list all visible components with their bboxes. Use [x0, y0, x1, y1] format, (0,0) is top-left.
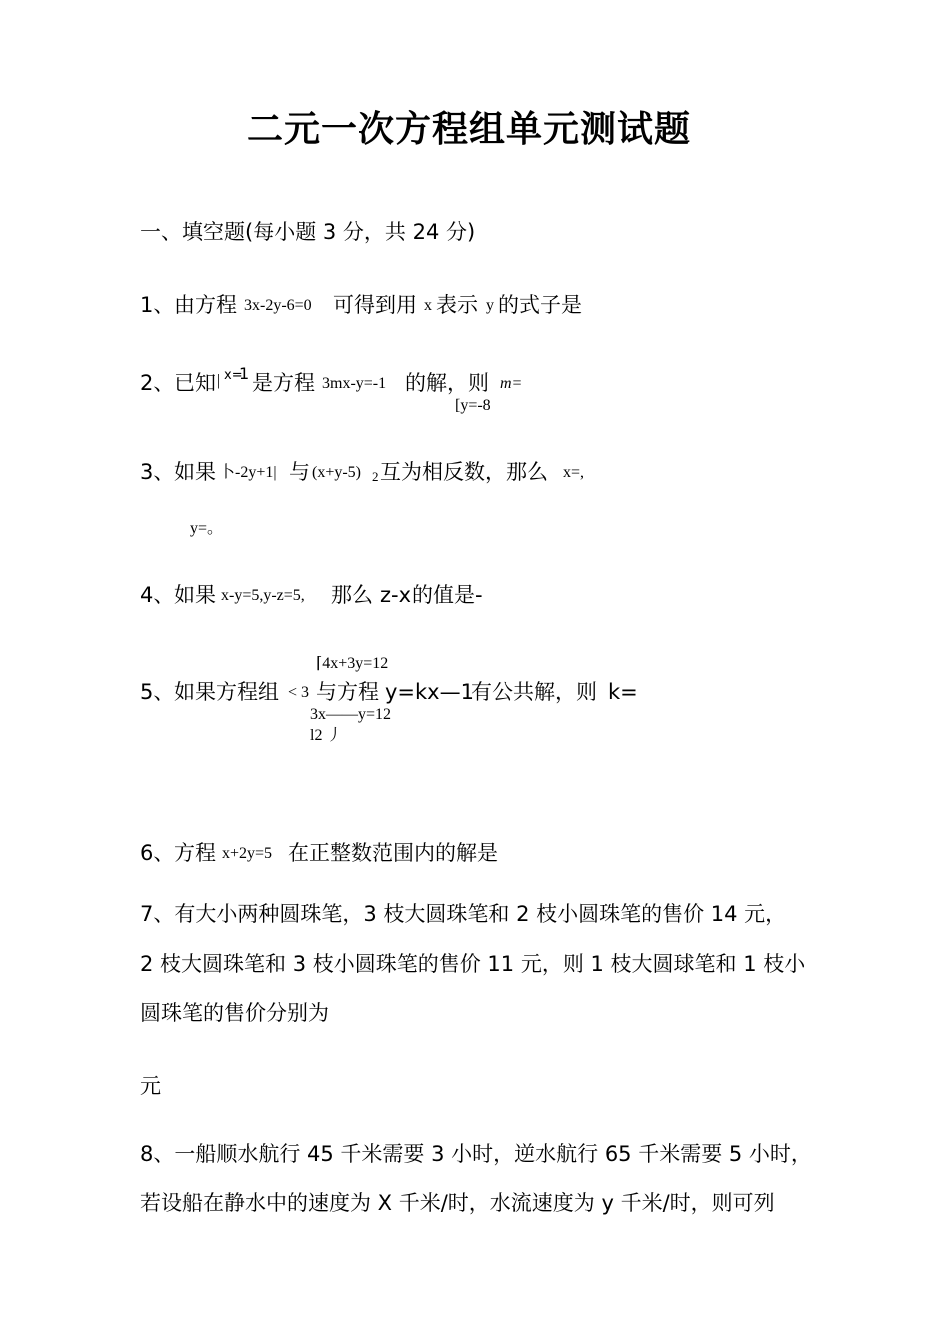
question-text: 与方程: [316, 680, 379, 704]
equation: (x+y-5): [312, 464, 362, 481]
equation-top: ⌈4x+3y=12: [316, 655, 389, 672]
question-text: 如果: [174, 583, 216, 607]
equation: 3x-2y-6=0: [244, 297, 312, 314]
question-text: 是方程: [252, 371, 315, 395]
brace-symbol: l2 丿: [310, 727, 343, 744]
equation: 卜-2y+1|: [219, 464, 277, 481]
question-text: 的值是-: [412, 583, 483, 607]
question-text: 已知: [174, 371, 216, 395]
question-text: 与: [289, 460, 310, 484]
question-number: 5、: [140, 680, 175, 704]
question-text: 若设船在静水中的速度为 X 千米/时，水流速度为 y 千米/时，则可列: [140, 1191, 775, 1215]
equation: [y=-8: [455, 397, 491, 414]
question-text: 圆珠笔的售价分别为: [140, 1001, 329, 1025]
question-number: 3、: [140, 460, 175, 484]
variable: y: [486, 297, 494, 314]
equation: 1: [239, 364, 250, 383]
brace-symbol: |: [217, 372, 221, 389]
question-text: 可得到用: [333, 293, 417, 317]
question-text: 的解，则: [405, 371, 489, 395]
page-title: 二元一次方程组单元测试题: [247, 109, 692, 150]
variable: m=: [500, 375, 523, 392]
equation: 3mx-y=-1: [322, 375, 387, 392]
question-text: 如果方程组: [174, 680, 279, 704]
equation: x-y=5,y-z=5,: [221, 587, 305, 604]
variable: z-x: [380, 583, 412, 607]
answer-blank: x=,: [563, 464, 585, 481]
variable: x: [424, 297, 432, 314]
answer-blank: k=: [608, 680, 638, 704]
equation: y=kx—1: [385, 680, 474, 704]
question-text: 在正整数范围内的解是: [288, 841, 498, 865]
question-text: 表示: [436, 293, 478, 317]
question-text: 由方程: [174, 293, 237, 317]
question-text: 有公共解，则: [471, 680, 597, 704]
answer-blank: y=。: [190, 520, 224, 537]
exponent: 2: [372, 469, 379, 484]
question-text: 如果: [174, 460, 216, 484]
question-text: 方程: [174, 841, 216, 865]
question-number: 6、: [140, 841, 175, 865]
question-text: 互为相反数，那么: [380, 460, 548, 484]
question-text: 的式子是: [498, 293, 582, 317]
equation: x=: [224, 368, 243, 383]
section-heading: 一、填空题(每小题 3 分，共 24 分): [140, 220, 476, 244]
question-text: 8、一船顺水航行 45 千米需要 3 小时，逆水航行 65 千米需要 5 小时，: [140, 1142, 812, 1166]
brace-symbol: < 3: [288, 684, 310, 701]
question-text: 2 枝大圆珠笔和 3 枝小圆珠笔的售价 11 元，则 1 枝大圆球笔和 1 枝小: [140, 952, 806, 976]
question-number: 1、: [140, 293, 175, 317]
question-number: 2、: [140, 371, 175, 395]
equation: x+2y=5: [222, 845, 273, 862]
question-text: 元: [140, 1074, 161, 1098]
question-number: 4、: [140, 583, 175, 607]
equation-bottom: 3x——y=12: [310, 706, 392, 723]
question-text: 那么: [331, 583, 373, 607]
question-text: 7、有大小两种圆珠笔，3 枝大圆珠笔和 2 枝小圆珠笔的售价 14 元，: [140, 902, 787, 926]
